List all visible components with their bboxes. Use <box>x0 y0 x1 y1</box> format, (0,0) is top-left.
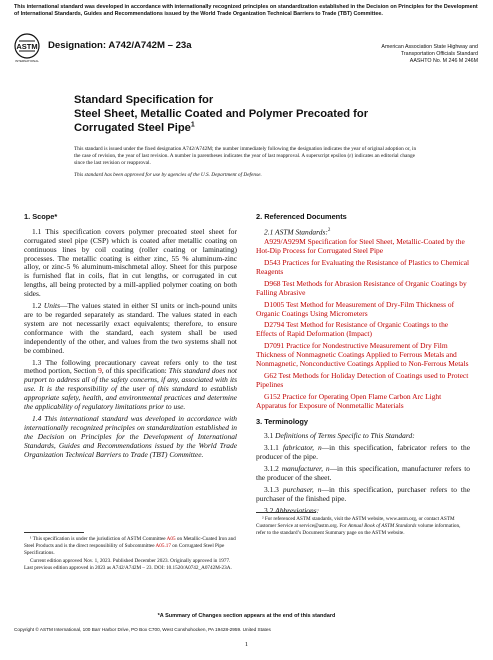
reference-list <box>256 238 470 410</box>
scope-para-1-1: 1.1 This specification covers polymer precoated steel sheet for corrugated steel pipe (CSP) which is coated after metallic coating on continuous lines by coil coating (roller coating or laminating) processes. The metallic coating is either zinc, 55 % aluminum-zinc alloy, or zinc-5 % aluminum-mischmetal alloy. Sheet for this purpose is furnished flat in coils, flat in cut lengths, or corrugated in cut lengths, all being protected by a mill-applied polymer coating on both sides. <box>24 226 237 299</box>
reference-title-link[interactable]: Test Method for Resistance of Organic Coatings to the Effects of Rapid Deformation (Impact) <box>256 320 449 339</box>
reference-item <box>256 372 470 390</box>
reference-item <box>256 301 470 319</box>
aashto-line-3: AASHTO No. M 246 M 246M <box>409 57 478 64</box>
reference-title-link[interactable]: Test Methods for Holiday Detection of Coatings used to Protect Pipelines <box>256 371 469 389</box>
designation: Designation: A742/A742M – 23a <box>48 40 192 51</box>
footnote-rule <box>256 512 316 513</box>
subcommittee-a0517-link[interactable]: A05.17 <box>155 542 171 549</box>
reference-code-link[interactable]: D543 <box>264 258 281 268</box>
reference-code-link[interactable]: D2794 <box>264 320 285 330</box>
right-column <box>256 213 470 519</box>
reference-item <box>256 342 470 369</box>
aashto-line-2: Transportation Officials Standard <box>400 50 478 57</box>
footnote-1-edition: Current edition approved Nov. 1, 2023. Published December 2023. Originally approved in 1977. Last previous edition approved in 2023 as A742/A742M – 23. DOI: 10.1520/A0742_A0742M-23A. <box>24 558 232 571</box>
reference-title-link[interactable]: Practice for Operating Open Flame Carbon Arc Light Apparatus for Exposure of Nonmetallic Materials <box>256 391 442 410</box>
term-3-1-2: 3.1.2 manufacturer, n—in this specification, manufacturer refers to the producer of the sheet. <box>256 464 471 483</box>
reference-code-link[interactable]: D1005 <box>264 299 285 309</box>
reference-item <box>256 259 470 277</box>
reference-code-link[interactable]: D968 <box>264 278 281 288</box>
aashto-line-1: American Association State Highway and <box>381 44 478 50</box>
reference-title-link[interactable]: Practice for Nondestructive Measurement of Dry Film Thickness of Nonmagnetic Coatings Applied to Ferrous Metals and Nonmagnetic, Nonconductive Coatings Applied to Non-Ferrous Metals <box>256 341 469 369</box>
term-3-2: 3.2 Abbreviations: <box>264 505 320 515</box>
reference-title-link[interactable]: Specification for Steel Sheet, Metallic-Coated by the Hot-Dip Process for Corrugated Steel Pipe <box>256 237 465 256</box>
term-3-1-3: 3.1.3 purchaser, n—in this specification, purchaser refers to the purchaser of the finished pipe. <box>256 485 471 503</box>
term-3-1-1: 3.1.1 fabricator, n—in this specification, fabricator refers to the producer of the pipe. <box>256 443 471 462</box>
issuance-note: This standard is issued under the fixed designation A742/A742M; the number immediately following the designation indicates the year of original adoption or, in the case of revision, the year of last revision. A number in parentheses indicates the year of last reapproval. A superscript epsilon (ε) indicates an editorial change since the last revision or reapproval. <box>74 146 417 167</box>
intro-block <box>74 146 420 185</box>
term-3-1: 3.1 Definitions of Terms Specific to This Standard: <box>264 431 415 441</box>
left-column <box>24 213 237 463</box>
reference-item <box>256 238 470 256</box>
footnote-2-text: ² For referenced ASTM standards, visit the ASTM website, www.astm.org, or contact ASTM Customer Service at service@astm.org. For Annual Book of ASTM Standards volume information, refer to the standard’s Document Summary page on the ASTM website. <box>256 516 461 536</box>
document-title <box>74 93 424 135</box>
title-line-2: Steel Sheet, Metallic Coated and Polymer Precoated for Corrugated Steel Pipe <box>74 108 369 134</box>
copyright-line: Copyright © ASTM International, 100 Barr Harbor Drive, PO Box C700, West Conshohocken, PA 19428-2959. United States <box>14 627 271 632</box>
reference-code-link[interactable]: G62 <box>264 371 277 381</box>
title-line-1: Standard Specification for <box>74 94 214 106</box>
astm-standards-subheading: 2.1 ASTM Standards:$^2$ <box>264 227 331 237</box>
footnote-1-jurisdiction: ¹ This specification is under the jurisdiction of ASTM Committee A05 on Metallic-Coated Iron and Steel Products and is the direct responsibility of Subcommittee A05.17 on Corrugated Steel Pipe Specifications. <box>24 536 236 556</box>
aashto-note <box>318 44 478 65</box>
reference-title-link[interactable]: Practices for Evaluating the Resistance of Plastics to Chemical Reagents <box>256 258 470 276</box>
reference-item <box>256 393 470 411</box>
reference-code-link[interactable]: D7091 <box>264 341 285 351</box>
logo-caption: INTERNATIONAL <box>15 59 39 63</box>
section-9-link[interactable]: 9 <box>98 366 102 376</box>
svg-text:ASTM: ASTM <box>16 42 38 51</box>
footnote-1 <box>24 532 237 574</box>
scope-para-1-3: 1.3 The following precautionary caveat refers only to the test method portion, Section 9, of this specification: This standard does not purport to address all of the safety concerns, if any, associated with its use. It is the responsibility of the user of this standard to establish appropriate safety, health, and environmental practices and determine the applicability of regulatory limitations prior to use. <box>24 357 237 412</box>
dod-note: This standard has been approved for use by agencies of the U.S. Department of Defense. <box>74 172 262 179</box>
reference-title-link[interactable]: Test Methods for Abrasion Resistance of Organic Coatings by Falling Abrasive <box>256 278 467 297</box>
committee-a05-link[interactable]: A05 <box>166 536 176 542</box>
summary-of-changes-note: *A Summary of Changes section appears at the end of this standard <box>157 613 336 619</box>
terminology-heading: 3. Terminology <box>256 416 309 426</box>
title-footnote-marker: 1 <box>190 121 195 129</box>
footnote-rule <box>24 532 84 533</box>
scope-heading: 1. Scope* <box>24 212 58 221</box>
references-heading: 2. Referenced Documents <box>256 212 347 221</box>
reference-code-link[interactable]: A929/A929M <box>264 237 306 247</box>
footnote-2 <box>256 512 470 538</box>
reference-item <box>256 280 470 298</box>
tbt-notice: This international standard was developed in accordance with internationally recognized principles on standardization established in the Decision on Principles for the Development of International Standards, Guides and Recommendations issued by the World Trade Organization Technical Barriers to Trade (TBT) Committee. <box>14 4 478 17</box>
reference-code-link[interactable]: G152 <box>264 391 281 401</box>
scope-para-1-2: 1.2 Units—The values stated in either SI units or inch-pound units are to be regarded separately as standard. The values stated in each system are not necessarily exact equivalents; therefore, to ensure conformance with the standard, each system shall be used independently of the other, and values from the two systems shall not be combined. <box>24 301 237 355</box>
page-number: 1 <box>244 641 249 648</box>
reference-title-link[interactable]: Test Method for Measurement of Dry-Film Thickness of Organic Coatings Using Micrometers <box>256 299 455 318</box>
scope-para-1-4: 1.4 This international standard was developed in accordance with internationally recognized principles on standardization established in the Decision on Principles for the Development of International Standards, Guides and Recommendations issued by the World Trade Organization Technical Barriers to Trade (TBT) Committee. <box>24 413 237 459</box>
astm-logo <box>14 33 40 63</box>
reference-item <box>256 321 470 339</box>
